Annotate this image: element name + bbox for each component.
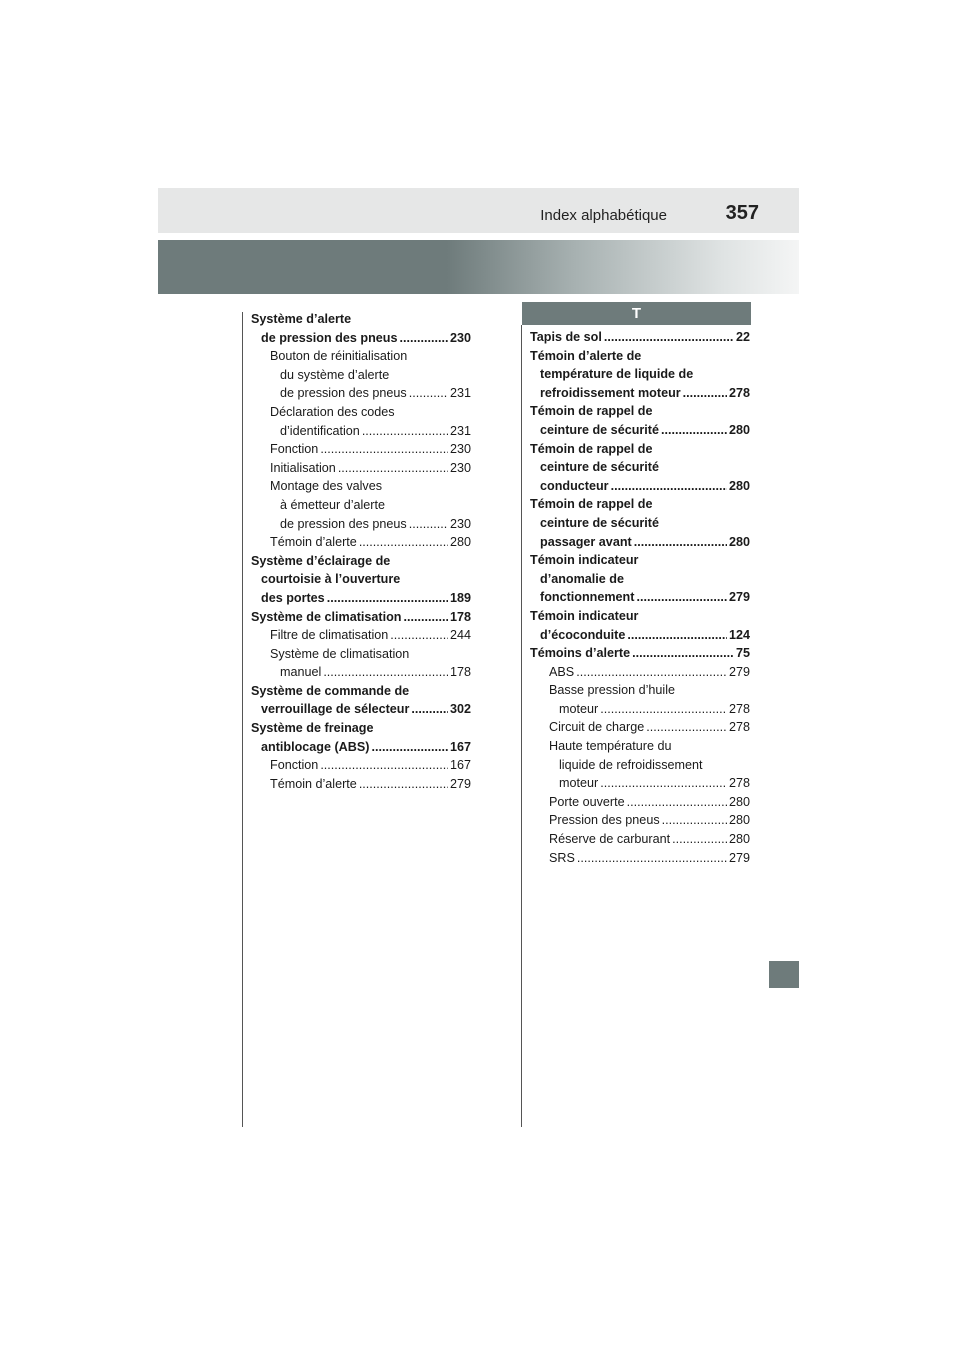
index-entry-line xyxy=(270,645,471,664)
index-entry-text: Système de commande de xyxy=(251,683,410,698)
index-entry xyxy=(530,737,750,793)
index-page-ref[interactable]: 278 xyxy=(728,776,750,791)
index-entry-text: moteur xyxy=(559,701,599,716)
dot-leader xyxy=(600,700,727,719)
section-thumb-tab xyxy=(769,961,799,988)
dot-leader xyxy=(409,515,448,534)
index-entry xyxy=(251,533,471,552)
index-entry-text: verrouillage de sélecteur xyxy=(261,702,410,717)
index-entry-line xyxy=(530,347,750,366)
dot-leader xyxy=(327,589,448,608)
index-entry xyxy=(251,775,471,794)
index-entry-text: Témoin d’alerte de xyxy=(530,348,642,363)
index-entry-line xyxy=(549,756,750,775)
index-entry-line xyxy=(270,440,471,459)
index-entry-text: Filtre de climatisation xyxy=(270,628,389,643)
index-entry-line xyxy=(270,533,471,552)
dot-leader xyxy=(662,811,727,830)
dot-leader xyxy=(661,421,727,440)
dot-leader xyxy=(611,477,727,496)
index-entry-text: Témoin indicateur xyxy=(530,553,639,568)
index-entry-line xyxy=(549,681,750,700)
dot-leader xyxy=(390,626,448,645)
dot-leader xyxy=(632,644,734,663)
index-entry-line xyxy=(270,384,471,403)
index-entry-text: liquide de refroidissement xyxy=(559,757,703,772)
section-letter-header: T xyxy=(522,302,751,325)
index-entry xyxy=(530,663,750,682)
index-entry-text: Témoin de rappel de xyxy=(530,441,653,456)
index-entry-text: d’identification xyxy=(280,423,360,438)
index-page-ref[interactable]: 189 xyxy=(449,590,471,605)
index-entry-text: Système de climatisation xyxy=(270,646,410,661)
page-header xyxy=(158,188,799,233)
index-entry-text: Fonction xyxy=(270,442,319,457)
index-page-ref[interactable]: 280 xyxy=(728,832,750,847)
dot-leader xyxy=(362,422,448,441)
index-entry-text: conducteur xyxy=(540,478,609,493)
dot-leader xyxy=(577,849,727,868)
index-column-right xyxy=(530,328,750,867)
index-entry-text: Témoin d’alerte xyxy=(270,776,357,791)
index-page-ref[interactable]: 278 xyxy=(728,720,750,735)
dot-leader xyxy=(627,793,727,812)
index-entry-text: d’écoconduite xyxy=(540,627,626,642)
index-page-ref[interactable]: 178 xyxy=(449,665,471,680)
index-entry-line xyxy=(549,718,750,737)
index-entry-text: Haute température du xyxy=(549,739,672,754)
index-entry-text: ceinture de sécurité xyxy=(540,422,659,437)
index-entry-line xyxy=(549,811,750,830)
dot-leader xyxy=(636,588,727,607)
index-entry-line xyxy=(549,737,750,756)
index-entry-line xyxy=(270,366,471,385)
page-number: 357 xyxy=(725,202,759,224)
index-entry-text: Témoin de rappel de xyxy=(530,404,653,419)
index-entry-text: Déclaration des codes xyxy=(270,404,395,419)
index-entry xyxy=(530,644,750,663)
index-page-ref[interactable]: 124 xyxy=(728,627,750,642)
index-entry-text: Porte ouverte xyxy=(549,794,625,809)
dot-leader xyxy=(411,700,448,719)
index-entry-line xyxy=(530,551,750,570)
index-entry-line xyxy=(530,588,750,607)
index-entry-line xyxy=(549,793,750,812)
dot-leader xyxy=(646,718,727,737)
index-entry-text: SRS xyxy=(549,850,575,865)
index-entry-text: Témoins d’alerte xyxy=(530,646,631,661)
index-entry-line xyxy=(530,440,750,459)
index-entry xyxy=(530,607,750,644)
index-page-ref[interactable]: 244 xyxy=(449,628,471,643)
index-entry-line xyxy=(270,756,471,775)
index-entry xyxy=(530,402,750,439)
index-entry xyxy=(530,551,750,607)
header-title: Index alphabétique xyxy=(540,207,667,224)
dot-leader xyxy=(409,384,448,403)
index-entry-line xyxy=(530,514,750,533)
dot-leader xyxy=(600,774,727,793)
index-entry xyxy=(251,310,471,347)
index-entry-line xyxy=(270,347,471,366)
index-entry xyxy=(530,718,750,737)
index-entry-line xyxy=(530,533,750,552)
index-page-ref[interactable]: 178 xyxy=(449,609,471,624)
index-entry-line xyxy=(530,328,750,347)
index-entry-text: Basse pression d’huile xyxy=(549,683,676,698)
index-page-ref[interactable]: 279 xyxy=(728,590,750,605)
index-entry-line xyxy=(270,626,471,645)
index-entry-line xyxy=(270,403,471,422)
dot-leader xyxy=(359,533,448,552)
index-entry xyxy=(530,830,750,849)
index-entry-text: Réserve de carburant xyxy=(549,832,671,847)
index-entry-text: Montage des valves xyxy=(270,479,383,494)
index-entry-line xyxy=(270,496,471,515)
dot-leader xyxy=(399,329,448,348)
index-entry-line xyxy=(251,570,471,589)
dot-leader xyxy=(576,663,727,682)
index-entry xyxy=(251,552,471,608)
index-entry-text: de pression des pneus xyxy=(280,516,407,531)
index-page-ref[interactable]: 280 xyxy=(728,422,750,437)
index-entry-line xyxy=(251,310,471,329)
index-entry xyxy=(530,793,750,812)
index-entry-text: des portes xyxy=(261,590,325,605)
index-entry-text: de pression des pneus xyxy=(280,386,407,401)
index-entry-line xyxy=(270,663,471,682)
index-entry-text: fonctionnement xyxy=(540,590,635,605)
index-entry-line xyxy=(530,607,750,626)
index-page-ref[interactable]: 230 xyxy=(449,330,471,345)
index-page-ref[interactable]: 231 xyxy=(449,386,471,401)
index-page-ref[interactable]: 231 xyxy=(449,423,471,438)
index-entry-text: Pression des pneus xyxy=(549,813,660,828)
index-page-ref[interactable]: 302 xyxy=(449,702,471,717)
header-band xyxy=(158,240,799,294)
index-entry xyxy=(530,328,750,347)
index-entry-text: température de liquide de xyxy=(540,367,694,382)
index-entry-text: ceinture de sécurité xyxy=(540,515,659,530)
index-entry xyxy=(251,459,471,478)
index-entry-text: de pression des pneus xyxy=(261,330,398,345)
dot-leader xyxy=(604,328,734,347)
index-entry-text: Fonction xyxy=(270,758,319,773)
index-entry-text: Système de freinage xyxy=(251,721,374,736)
index-entry-text: refroidissement moteur xyxy=(540,385,681,400)
dot-leader xyxy=(627,626,727,645)
index-page-ref[interactable]: 279 xyxy=(728,850,750,865)
index-page-ref[interactable]: 280 xyxy=(449,535,471,550)
index-entry-text: Témoin d’alerte xyxy=(270,535,357,550)
index-entry-line xyxy=(251,608,471,627)
index-entry-text: Circuit de charge xyxy=(549,720,645,735)
index-entry xyxy=(530,347,750,403)
index-entry-line xyxy=(530,477,750,496)
index-entry-text: passager avant xyxy=(540,534,632,549)
index-entry-text: du système d’alerte xyxy=(280,367,390,382)
index-column-left xyxy=(251,310,471,793)
dot-leader xyxy=(683,384,727,403)
index-entry-text: Système d’éclairage de xyxy=(251,553,391,568)
dot-leader xyxy=(320,440,448,459)
index-entry xyxy=(530,811,750,830)
index-entry-line xyxy=(530,495,750,514)
index-page-ref[interactable]: 167 xyxy=(449,739,471,754)
index-entry xyxy=(530,681,750,718)
index-entry-text: manuel xyxy=(280,665,322,680)
index-entry-text: Système d’alerte xyxy=(251,312,352,326)
index-entry xyxy=(530,495,750,551)
index-page-ref[interactable]: 230 xyxy=(449,442,471,457)
index-entry-text: Témoin indicateur xyxy=(530,608,639,623)
index-page-ref[interactable]: 280 xyxy=(728,534,750,549)
index-entry-text: antiblocage (ABS) xyxy=(261,739,370,754)
index-page-ref[interactable]: 230 xyxy=(449,516,471,531)
index-entry-text: Témoin de rappel de xyxy=(530,497,653,512)
index-page-ref[interactable]: 280 xyxy=(728,794,750,809)
index-entry xyxy=(530,440,750,496)
left-column-rule xyxy=(242,312,243,1127)
index-entry xyxy=(251,477,471,533)
index-entry-line xyxy=(549,663,750,682)
index-entry xyxy=(251,403,471,440)
index-entry-text: à émetteur d’alerte xyxy=(280,497,386,512)
index-entry-line xyxy=(270,515,471,534)
index-entry-line xyxy=(530,570,750,589)
index-page-ref[interactable]: 278 xyxy=(728,385,750,400)
index-entry-text: courtoisie à l’ouverture xyxy=(261,572,401,587)
index-page-ref[interactable]: 167 xyxy=(449,758,471,773)
index-entry-line xyxy=(270,459,471,478)
index-entry-line xyxy=(251,682,471,701)
index-entry-text: Initialisation xyxy=(270,460,336,475)
index-entry-line xyxy=(530,458,750,477)
index-entry-line xyxy=(549,700,750,719)
index-entry xyxy=(251,347,471,403)
index-entry-line xyxy=(270,422,471,441)
index-page-ref[interactable]: 280 xyxy=(728,478,750,493)
index-page-ref[interactable]: 75 xyxy=(735,646,750,661)
index-entry-line xyxy=(270,477,471,496)
index-entry xyxy=(251,608,471,627)
index-entry-text: ABS xyxy=(549,664,575,679)
index-entry-line xyxy=(251,589,471,608)
index-entry xyxy=(251,756,471,775)
index-page-ref[interactable]: 279 xyxy=(449,776,471,791)
index-entry-line xyxy=(530,402,750,421)
dot-leader xyxy=(371,738,448,757)
index-entry-line xyxy=(549,849,750,868)
index-page-ref[interactable]: 280 xyxy=(728,813,750,828)
index-entry xyxy=(251,682,471,719)
index-entry-line xyxy=(530,644,750,663)
index-entry-line xyxy=(530,626,750,645)
dot-leader xyxy=(338,459,448,478)
index-entry-line xyxy=(251,738,471,757)
index-entry xyxy=(251,719,471,756)
index-entry-text: d’anomalie de xyxy=(540,571,624,586)
index-entry-text: Système de climatisation xyxy=(251,609,402,624)
dot-leader xyxy=(404,608,448,627)
index-entry-line xyxy=(251,552,471,571)
right-column-rule xyxy=(521,325,522,1127)
dot-leader xyxy=(634,533,727,552)
index-entry-line xyxy=(530,384,750,403)
index-entry-text: moteur xyxy=(559,776,599,791)
index-page-ref[interactable]: 22 xyxy=(735,330,750,344)
dot-leader xyxy=(323,663,448,682)
index-entry-line xyxy=(530,421,750,440)
dot-leader xyxy=(359,775,448,794)
index-entry-line xyxy=(251,719,471,738)
index-entry-line xyxy=(549,830,750,849)
index-entry-line xyxy=(549,774,750,793)
index-page-ref[interactable]: 279 xyxy=(728,664,750,679)
index-entry xyxy=(251,626,471,645)
index-entry-line xyxy=(530,365,750,384)
dot-leader xyxy=(672,830,727,849)
index-entry-line xyxy=(270,775,471,794)
index-page-ref[interactable]: 278 xyxy=(728,701,750,716)
index-entry-line xyxy=(251,700,471,719)
index-page-ref[interactable]: 230 xyxy=(449,460,471,475)
index-entry xyxy=(251,645,471,682)
index-entry-line xyxy=(251,329,471,348)
index-entry-text: Tapis de sol xyxy=(530,330,602,344)
index-entry xyxy=(530,849,750,868)
index-entry-text: ceinture de sécurité xyxy=(540,460,659,475)
index-entry-text: Bouton de réinitialisation xyxy=(270,349,408,364)
dot-leader xyxy=(320,756,448,775)
index-entry xyxy=(251,440,471,459)
